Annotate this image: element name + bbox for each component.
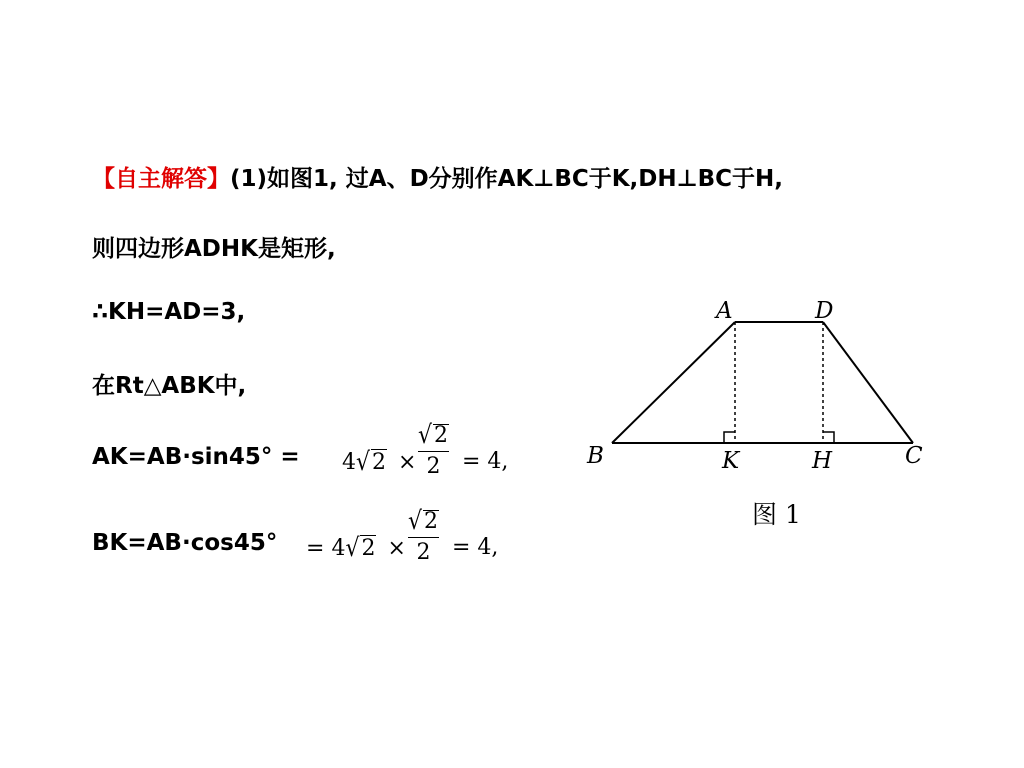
segment-AB [612, 322, 735, 443]
radical-icon: √ [356, 448, 371, 477]
solution-line-3: ∴KH=AD=3, [92, 299, 246, 325]
fraction-bar [408, 537, 439, 538]
formula-2-coef: 4 [331, 536, 346, 561]
formula-2-times: × [387, 536, 406, 561]
formula-2-lead-eq: = [306, 536, 325, 561]
figure-caption: 图 1 [752, 500, 801, 529]
solution-label: 【自主解答】 [92, 166, 230, 192]
solution-line-1 [92, 160, 783, 193]
formula-2-result: = 4, [452, 535, 499, 560]
segment-DC [823, 322, 913, 443]
fraction-bar [418, 451, 449, 452]
formula-1-coef: 4 [342, 450, 356, 475]
right-angle-mark-H [823, 432, 834, 443]
label-D: D [815, 298, 834, 324]
solution-line-4: 在Rt△ABK中, [92, 373, 247, 399]
formula-1-fraction [418, 421, 449, 479]
formula-2-frac-den: 2 [416, 540, 431, 565]
label-C: C [905, 443, 923, 469]
solution-line-5: AK=AB·sin45° = [92, 444, 300, 470]
radical-icon: √ [345, 534, 360, 563]
formula-2-radicand: 2 [361, 536, 376, 561]
solution-line-6: BK=AB·cos45° [92, 530, 278, 556]
formula-1-times: × [398, 450, 417, 475]
radical-icon: √ [418, 421, 433, 450]
formula-2-frac-num: 2 [424, 509, 439, 534]
formula-1-result: = 4, [462, 449, 509, 474]
formula-1-radicand: 2 [372, 450, 387, 475]
formula-2-fraction [408, 507, 439, 565]
right-angle-mark-K [724, 432, 735, 443]
label-K: K [722, 448, 740, 474]
formula-1-frac-num: 2 [434, 423, 449, 448]
label-B: B [587, 443, 604, 469]
solution-line-1-text: (1)如图1, 过A、D分别作AK⊥BC于K,DH⊥BC于H, [230, 166, 784, 192]
formula-1-frac-den: 2 [426, 454, 441, 479]
solution-line-2: 则四边形ADHK是矩形, [92, 236, 336, 262]
radical-icon: √ [408, 507, 423, 536]
label-H: H [812, 448, 833, 474]
label-A: A [716, 298, 733, 324]
